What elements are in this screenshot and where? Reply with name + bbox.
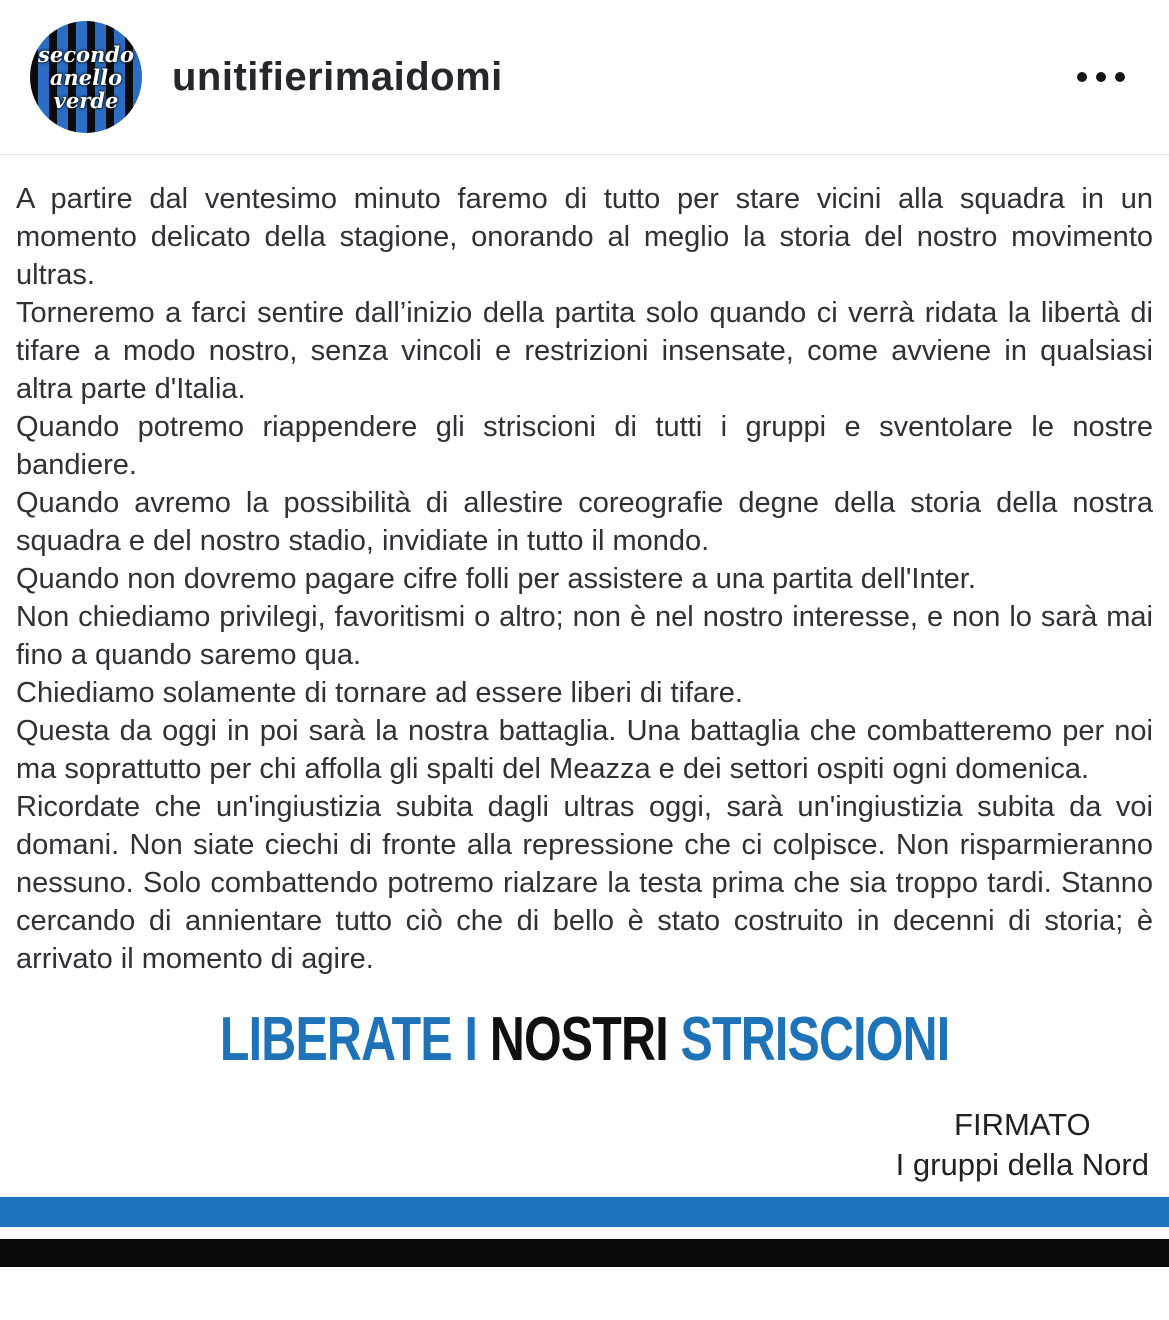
paragraph: Ricordate che un'ingiustizia subita dagli ultras oggi, sarà un'ingiustizia subita da voi domani. Non siate ciechi di fronte alla repressione che ci colpisce. Non risparmieranno nessuno. Solo combattendo potremo rialzare la testa prima che sia troppo tardi. Stanno cercando di annientare tutto ciò che di bello è stato costruito in decenni di storia; è arrivato il momento di agire. (16, 791, 1153, 975)
paragraph: Torneremo a farci sentire dall’inizio della partita solo quando ci verrà ridata la libertà di tifare a modo nostro, senza vincoli e restrizioni insensate, come avviene in qualsiasi altra parte d'Italia. (16, 297, 1153, 405)
signature-label: FIRMATO (954, 1107, 1091, 1142)
avatar[interactable] (30, 21, 142, 133)
paragraph: A partire dal ventesimo minuto faremo di tutto per stare vicini alla squadra in un momento delicato della stagione, onorando al meglio la storia del nostro movimento ultras. (16, 183, 1153, 291)
signature (0, 1105, 1169, 1185)
username[interactable]: unitifierimaidomi (172, 54, 503, 99)
headline-inner (220, 1004, 950, 1075)
paragraph: Quando non dovremo pagare cifre folli per assistere a una partita dell'Inter. (16, 563, 976, 595)
dot (1096, 72, 1106, 82)
paragraph: Quando potremo riappendere gli striscioni di tutti i gruppi e sventolare le nostre bandiere. (16, 411, 1153, 481)
headline (0, 1004, 1169, 1075)
headline-segment: NOSTRI (489, 1005, 681, 1074)
avatar-text-line: secondo (38, 41, 134, 67)
footer-blue-bar (0, 1197, 1169, 1227)
signature-inner (896, 1105, 1149, 1185)
paragraph: Questa da oggi in poi sarà la nostra battaglia. Una battaglia che combatteremo per noi ma soprattutto per chi affolla gli spalti del Meazza e dei settori ospiti ogni domenica. (16, 715, 1153, 785)
dot (1077, 72, 1087, 82)
post-header (0, 0, 1169, 154)
headline-segment: LIBERATE I (219, 1005, 490, 1074)
signature-author: I gruppi della Nord (895, 1147, 1149, 1182)
paragraph: Non chiediamo privilegi, favoritismi o altro; non è nel nostro interesse, e non lo sarà mai fino a quando saremo qua. (16, 601, 1153, 671)
dot (1115, 72, 1125, 82)
footer-black-bar (0, 1239, 1169, 1267)
more-options-icon[interactable] (1071, 66, 1131, 88)
statement-body (0, 155, 1169, 978)
paragraph: Quando avremo la possibilità di allestire coreografie degne della storia della nostra squadra e del nostro stadio, invidiate in tutto il mondo. (16, 487, 1153, 557)
headline-segment: STRISCIONI (680, 1005, 950, 1074)
avatar-text-line: anello (49, 64, 123, 90)
paragraph: Chiediamo solamente di tornare ad essere liberi di tifare. (16, 677, 743, 709)
avatar-text-line: verde (53, 87, 119, 113)
